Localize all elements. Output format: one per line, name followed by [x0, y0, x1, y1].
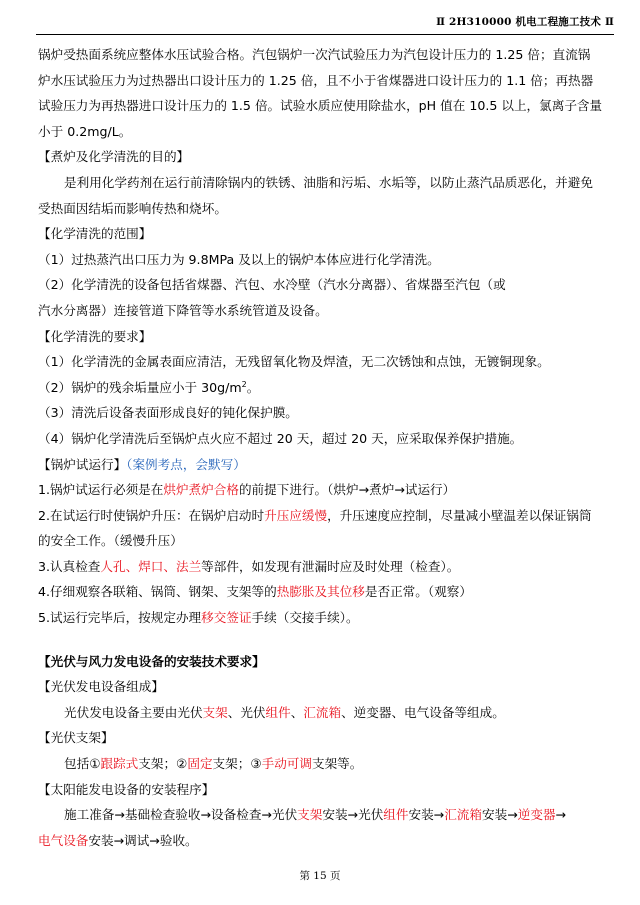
pv-comp-red-1: 支架 [202, 704, 228, 720]
header-rule [36, 34, 614, 35]
pv-comp-red-2: 组件 [265, 704, 291, 720]
trial-item-5-highlight: 移交签证 [201, 610, 252, 626]
trial-heading-note: （案例考点，会默写） [126, 456, 246, 472]
trial-heading [38, 452, 608, 478]
trial-item-2 [38, 503, 608, 529]
requirements-heading: 【化学清洗的要求】 [38, 328, 152, 344]
trial-item-2-rest: ，升压速度应控制，尽量减小壁温差以保证锅筒 [327, 507, 592, 523]
unit-superscript: 2 [241, 379, 247, 389]
page-number: 第 15 页 [299, 870, 341, 882]
pv-support-line [38, 751, 608, 777]
trial-item-4-highlight: 热膨胀及其位移 [276, 584, 365, 600]
trial-item-3-rest: 等部件，如发现有泄漏时应及时处理（检查）。 [201, 558, 460, 574]
requirement-item-2-end: 。 [246, 379, 260, 395]
pv-sup-red-3: 手动可调 [261, 756, 312, 772]
trial-item-2-highlight: 升压应缓慢 [264, 507, 328, 523]
pv-comp-text-c: 、 [290, 704, 304, 720]
scope-item-2a: （2）化学清洗的设备包括省煤器、汽包、水冷壁（汽水分离器）、省煤器至汽包（或 [38, 277, 506, 293]
requirement-item-4: （4）锅炉化学清洗后至锅炉点火应不超过 20 天，超过 20 天，应采取保养保护措施。 [38, 430, 523, 446]
page-content [38, 42, 608, 853]
pv-composition-heading: 【光伏发电设备组成】 [38, 679, 164, 695]
pv-proc-red-1: 支架 [297, 807, 323, 823]
page-header: Ⅱ 2H310000 机电工程施工技术 Ⅱ [436, 16, 614, 28]
purpose-line-1: 是利用化学药剂在运行前清除锅内的铁锈、油脂和污垢、水垢等，以防止蒸汽品质恶化，并避免 [64, 174, 593, 190]
scope-item-1: （1）过热蒸汽出口压力为 9.8MPa 及以上的锅炉本体应进行化学清洗。 [38, 251, 440, 267]
trial-item-5-rest: 手续（交接手续）。 [251, 610, 359, 626]
trial-item-4 [38, 579, 608, 605]
trial-item-1-highlight: 烘炉煮炉合格 [163, 482, 239, 498]
trial-item-3-highlight: 人孔、焊口、法兰 [100, 558, 202, 574]
trial-item-2-cont: 的安全工作。（缓慢升压） [38, 533, 183, 549]
pv-sup-text-d: 支架等。 [311, 756, 363, 772]
pv-composition-line [38, 700, 608, 726]
trial-item-1-rest: 的前提下进行。（烘炉→煮炉→试运行） [238, 482, 456, 498]
pv-proc-red-3: 汇流箱 [444, 807, 483, 823]
trial-item-4-rest: 是否正常。（观察） [364, 584, 472, 600]
requirement-item-3: （3）清洗后设备表面形成良好的钝化保护膜。 [38, 405, 298, 421]
pv-sup-red-1: 跟踪式 [100, 756, 139, 772]
pv-proc-text-c: 安装→ [408, 807, 445, 823]
trial-item-3 [38, 554, 608, 580]
pv-proc-text-b: 安装→光伏 [322, 807, 384, 823]
section-gap [38, 631, 608, 649]
pv-proc-red-4: 逆变器 [517, 807, 556, 823]
scope-item-2b: 汽水分离器）连接管道下降管等水系统管道及设备。 [38, 302, 328, 318]
pv-proc-text-e: → [555, 807, 567, 823]
trial-item-4-text: 4.仔细观察各联箱、锅筒、钢架、支架等的 [38, 584, 277, 600]
requirement-item-2 [38, 375, 608, 401]
trial-item-1 [38, 477, 608, 503]
purpose-heading: 【煮炉及化学清洗的目的】 [38, 149, 190, 165]
pv-support-heading: 【光伏支架】 [38, 730, 114, 746]
trial-heading-text: 【锅炉试运行】 [38, 456, 127, 472]
pv-comp-text-d: 、逆变器、电气设备等组成。 [341, 704, 505, 720]
pv-comp-red-3: 汇流箱 [303, 704, 342, 720]
pv-procedure-line-2 [38, 828, 608, 854]
boiler-line-2: 炉水压试验压力为过热器出口设计压力的 1.25 倍，且不小于省煤器进口设计压力的 1.1 倍；再热器 [38, 72, 594, 88]
boiler-line-3: 试验压力为再热器进口设计压力的 1.5 倍。试验水质应使用除盐水，pH 值在 10.5 以上，氯离子含量 [38, 98, 603, 114]
pv-sup-red-2: 固定 [187, 756, 213, 772]
trial-item-5 [38, 605, 608, 631]
pv-proc-text-f: 安装→调试→验收。 [88, 832, 198, 848]
pv-proc-text-a: 施工准备→基础检查验收→设备检查→光伏 [64, 807, 298, 823]
pv-section-title: 【光伏与风力发电设备的安装技术要求】 [38, 653, 265, 669]
pv-proc-text-d: 安装→ [482, 807, 518, 823]
purpose-line-2: 受热面因结垢而影响传热和烧坏。 [38, 200, 227, 216]
pv-procedure-line-1 [38, 802, 608, 828]
pv-proc-red-2: 组件 [383, 807, 409, 823]
pv-comp-text-a: 光伏发电设备主要由光伏 [64, 704, 203, 720]
scope-heading: 【化学清洗的范围】 [38, 226, 152, 242]
pv-sup-text-a: 包括① [64, 756, 101, 772]
requirement-item-2-text: （2）锅炉的残余垢量应小于 30g/m [38, 379, 242, 395]
pv-procedure-heading: 【太阳能发电设备的安装程序】 [38, 781, 215, 797]
trial-item-5-text: 5.试运行完毕后，按规定办理 [38, 610, 202, 626]
trial-item-2-text: 2.在试运行时使锅炉升压：在锅炉启动时 [38, 507, 265, 523]
trial-item-1-text: 1.锅炉试运行必须是在 [38, 482, 164, 498]
pv-sup-text-b: 支架；② [138, 756, 188, 772]
pv-sup-text-c: 支架；③ [212, 756, 262, 772]
trial-item-3-text: 3.认真检查 [38, 558, 101, 574]
boiler-line-4: 小于 0.2mg/L。 [38, 123, 132, 139]
pv-proc-red-5: 电气设备 [38, 832, 89, 848]
boiler-line-1: 锅炉受热面系统应整体水压试验合格。汽包锅炉一次汽试验压力为汽包设计压力的 1.25 倍；直流锅 [38, 47, 591, 62]
pv-comp-text-b: 、光伏 [227, 704, 266, 720]
requirement-item-1: （1）化学清洗的金属表面应清洁，无残留氧化物及焊渣，无二次锈蚀和点蚀，无镀铜现象。 [38, 354, 550, 370]
